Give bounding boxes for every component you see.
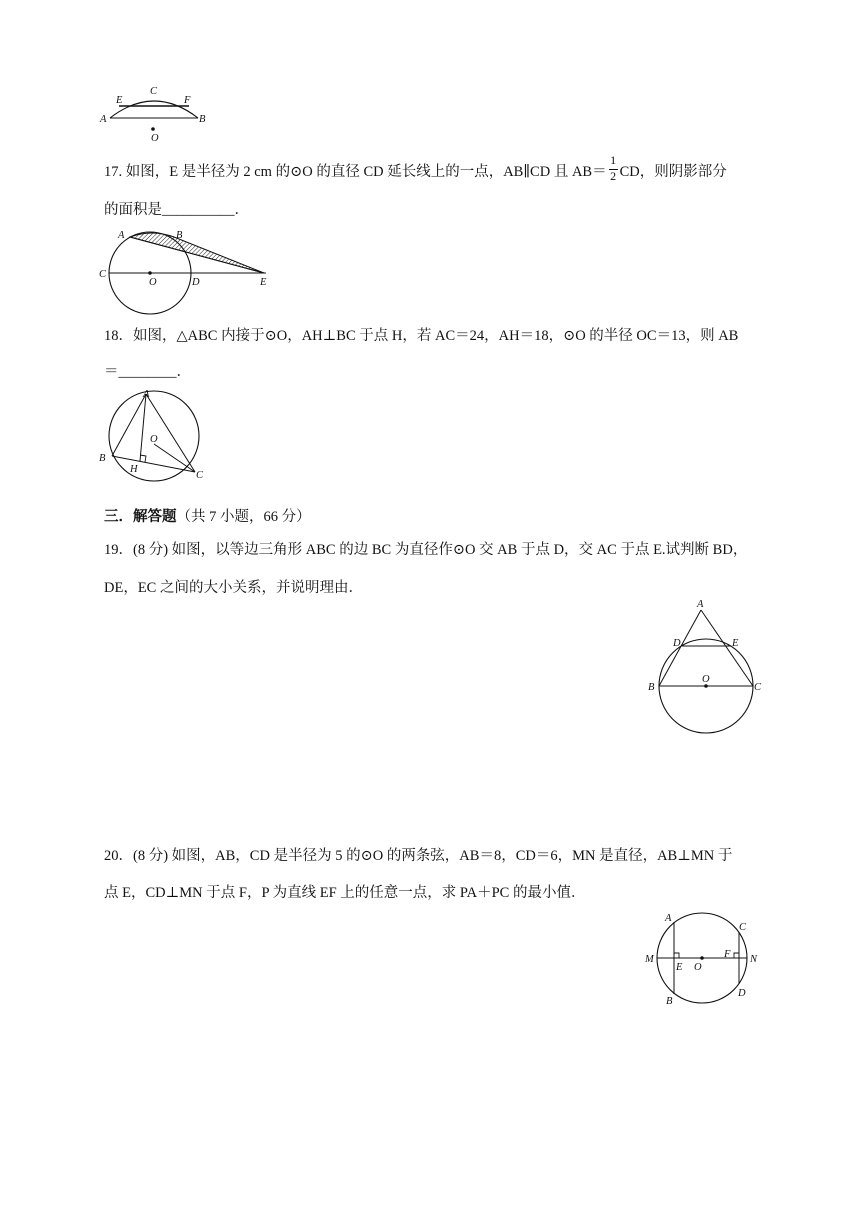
q20-figure: [636, 908, 766, 1012]
q16-figure: [96, 82, 216, 148]
q20-label-b: B: [666, 996, 673, 1007]
q17-label-e: E: [260, 277, 267, 288]
q20-label-m: M: [645, 954, 654, 965]
q18-label-a: A: [143, 389, 150, 400]
q18-label-b: B: [99, 453, 106, 464]
q17-fraction: [609, 153, 618, 183]
q17-frac-den: 2: [610, 169, 617, 183]
q19-label-a: A: [697, 599, 704, 610]
q20-line1: 20．(8 分) 如图，AB，CD 是半径为 5 的⊙O 的两条弦，AB＝8，CD＝6，MN 是直径，AB⊥MN 于: [104, 848, 733, 864]
q18-figure: [92, 386, 212, 486]
q19-label-e: E: [732, 638, 739, 649]
q19-line1: 19．(8 分) 如图，以等边三角形 ABC 的边 BC 为直径作⊙O 交 AB 于点 D，交 AC 于点 E.试判断 BD，: [104, 542, 748, 558]
q20-label-d: D: [738, 988, 746, 999]
q17-line2: 的面积是__________．: [104, 202, 249, 218]
q20-label-c: C: [739, 922, 747, 933]
q16-label-a: A: [100, 114, 107, 125]
q20-label-o: O: [694, 962, 702, 973]
q17-label-d: D: [192, 277, 200, 288]
q17-label-a: A: [118, 230, 125, 241]
section-3-heading: [104, 507, 311, 527]
q17-label-c: C: [99, 269, 107, 280]
q19-label-d: D: [673, 638, 681, 649]
q16-label-o: O: [151, 133, 159, 144]
section-3-note: （共 7 小题，66 分）: [176, 509, 311, 525]
q19-line2: DE，EC 之间的大小关系，并说明理由．: [104, 580, 363, 596]
q20-label-f: F: [724, 949, 731, 960]
q17-text-b: CD，则阴影部分: [619, 164, 727, 180]
q19-label-b: B: [648, 682, 655, 693]
q17-frac-num: 1: [610, 153, 617, 167]
q20-label-a: A: [665, 913, 672, 924]
q19-label-c: C: [754, 682, 762, 693]
q20-line2: 点 E，CD⊥MN 于点 F，P 为直线 EF 上的任意一点，求 PA＋PC 的最小值．: [104, 885, 586, 901]
q17-text-a: 17. 如图，E 是半径为 2 cm 的⊙O 的直径 CD 延长线上的一点，AB∥CD 且 AB＝: [104, 164, 607, 180]
q18-line1: 18．如图，△ABC 内接于⊙O，AH⊥BC 于点 H，若 AC＝24，AH＝18，⊙O 的半径 OC＝13，则 AB: [104, 328, 739, 344]
q17-figure: [94, 228, 274, 292]
q18-label-o: O: [150, 434, 158, 445]
q17-label-b: B: [176, 230, 183, 241]
section-3-title: 三．解答题: [104, 509, 177, 525]
q18-label-c: C: [196, 470, 204, 481]
q18-line2: ＝________．: [104, 364, 191, 380]
q17-label-o: O: [149, 277, 157, 288]
q17-line1: [104, 153, 727, 183]
q16-label-b: B: [199, 114, 206, 125]
q20-label-e: E: [676, 962, 683, 973]
q16-label-e: E: [116, 95, 123, 106]
q16-label-f: F: [184, 95, 191, 106]
q19-figure: [644, 596, 774, 736]
q19-label-o: O: [702, 674, 710, 685]
q16-label-c: C: [150, 86, 158, 97]
q18-label-h: H: [130, 464, 138, 475]
q20-label-n: N: [750, 954, 758, 965]
